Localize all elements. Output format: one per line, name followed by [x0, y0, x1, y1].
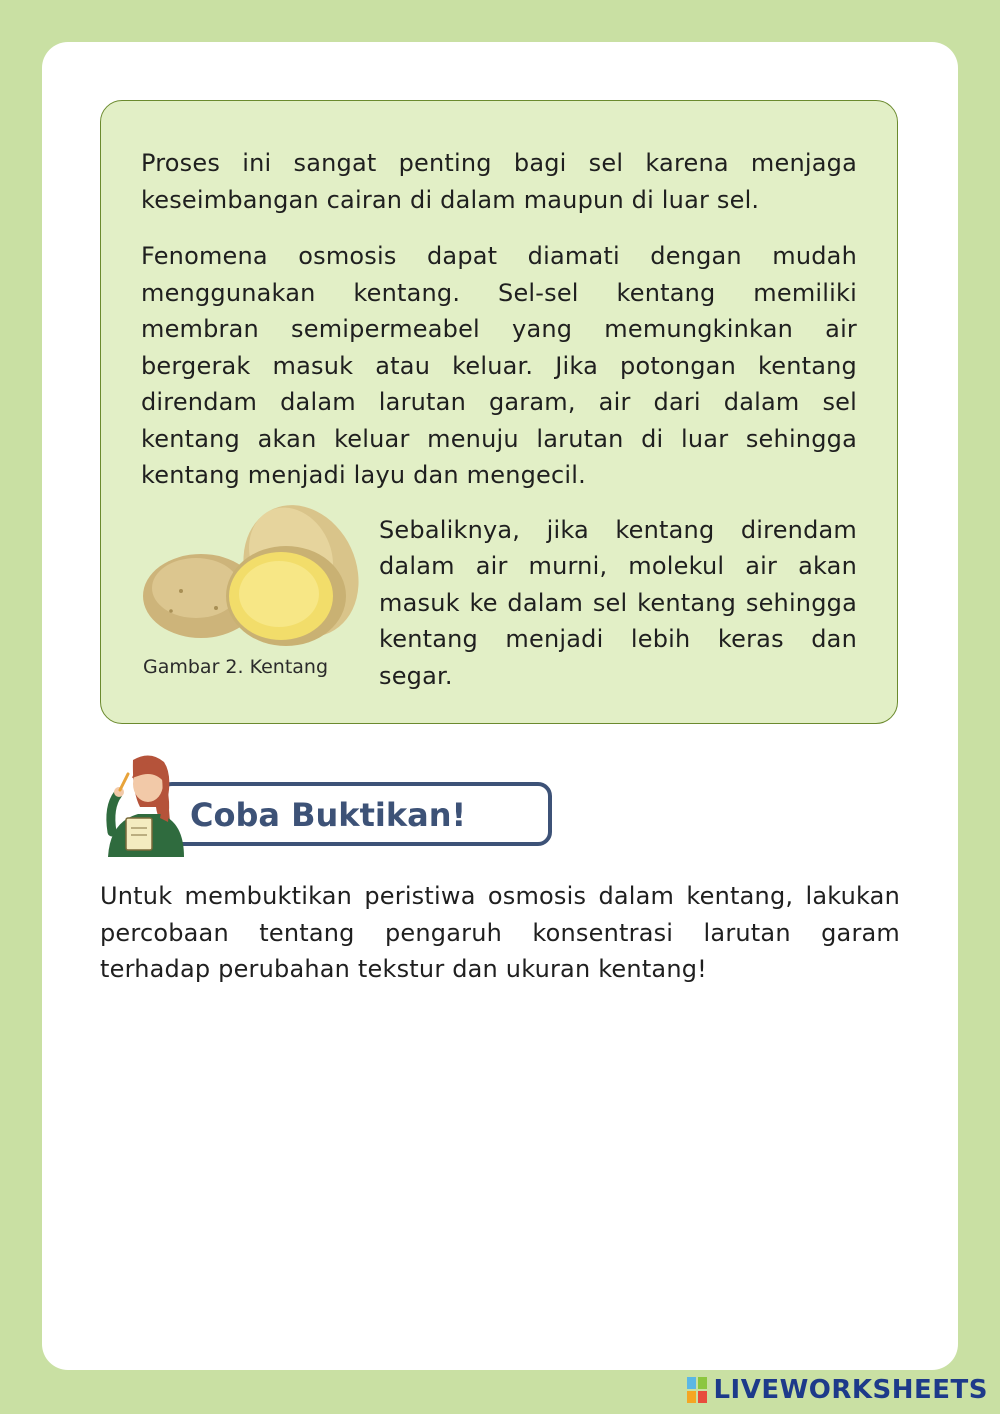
info-paragraph-1: Proses ini sangat penting bagi sel karena menjaga keseimbangan cairan di dalam maupun di luar sel. — [141, 149, 857, 214]
figure-row — [141, 512, 857, 695]
liveworksheets-brand — [687, 1374, 988, 1406]
info-paragraph-2: Fenomena osmosis dapat diamati dengan mudah menggunakan kentang. Sel-sel kentang memiliki membran semipermeabel yang memungkinkan air bergerak masuk atau keluar. Jika potongan kentang direndam dalam larutan garam, air dari dalam sel kentang akan keluar menuju larutan di luar sehingga kentang menjadi layu dan mengecil. — [141, 242, 857, 489]
info-paragraph-3: Sebaliknya, jika kentang direndam dalam air murni, molekul air akan masuk ke dalam sel kentang sehingga kentang menjadi lebih keras dan segar. — [379, 515, 857, 690]
proof-title: Coba Buktikan! — [190, 796, 467, 834]
potato-image — [141, 496, 361, 646]
task-instruction: Untuk membuktikan peristiwa osmosis dalam kentang, lakukan percobaan tentang pengaruh konsentrasi larutan garam terhadap perubahan tekstur dan ukuran kentang! — [100, 882, 900, 983]
info-box — [100, 100, 898, 724]
proof-section — [98, 752, 568, 862]
potato-figure — [141, 512, 359, 682]
liveworksheets-logo-icon — [687, 1377, 707, 1403]
brand-name: LIVEWORKSHEETS — [713, 1375, 988, 1405]
student-illustration — [98, 752, 188, 862]
figure-caption: Gambar 2. Kentang — [143, 655, 329, 678]
